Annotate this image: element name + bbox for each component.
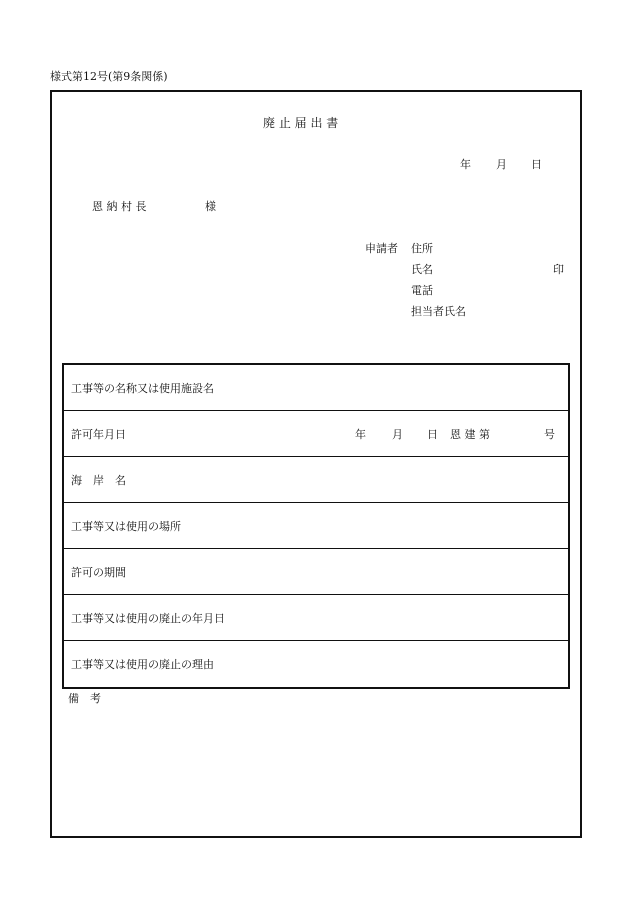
row-label-facility-name: 工事等の名称又は使用施設名 [71, 381, 214, 395]
addressee-name: 恩 納 村 長 [92, 200, 147, 213]
table-row [64, 641, 568, 687]
form-title: 廃 止 届 出 書 [263, 116, 339, 130]
permit-number-suffix: 号 [544, 427, 555, 441]
row-label-location: 工事等又は使用の場所 [71, 519, 181, 533]
applicant-name-label: 氏名 [411, 263, 433, 276]
table-row [64, 549, 568, 595]
date-month: 月 [496, 158, 507, 171]
row-label-coast-name: 海 岸 名 [71, 473, 126, 487]
applicant-address-label: 住所 [411, 242, 433, 255]
date-day: 日 [531, 158, 542, 171]
applicant-heading: 申請者 [365, 242, 398, 255]
table-row [64, 457, 568, 503]
table-row [64, 411, 568, 457]
row-label-permit-period: 許可の期間 [71, 565, 126, 579]
permit-day: 日 [427, 427, 438, 441]
addressee-honorific: 様 [205, 200, 216, 213]
applicant-seal: 印 [553, 263, 564, 276]
table-row [64, 503, 568, 549]
row-label-abolition-date: 工事等又は使用の廃止の年月日 [71, 611, 225, 625]
row-label-permit-date: 許可年月日 [71, 427, 126, 441]
permit-number-prefix: 恩 建 第 [450, 427, 490, 441]
form-number: 様式第12号(第9条関係) [50, 70, 168, 83]
table-row [64, 595, 568, 641]
permit-month: 月 [392, 427, 403, 441]
applicant-phone-label: 電話 [411, 284, 433, 297]
remarks-label: 備 考 [68, 692, 101, 705]
table-row [64, 365, 568, 411]
details-table [62, 363, 570, 689]
row-label-abolition-reason: 工事等又は使用の廃止の理由 [71, 658, 214, 671]
permit-year: 年 [355, 427, 366, 441]
applicant-contact-label: 担当者氏名 [411, 305, 466, 318]
date-year: 年 [460, 158, 471, 171]
